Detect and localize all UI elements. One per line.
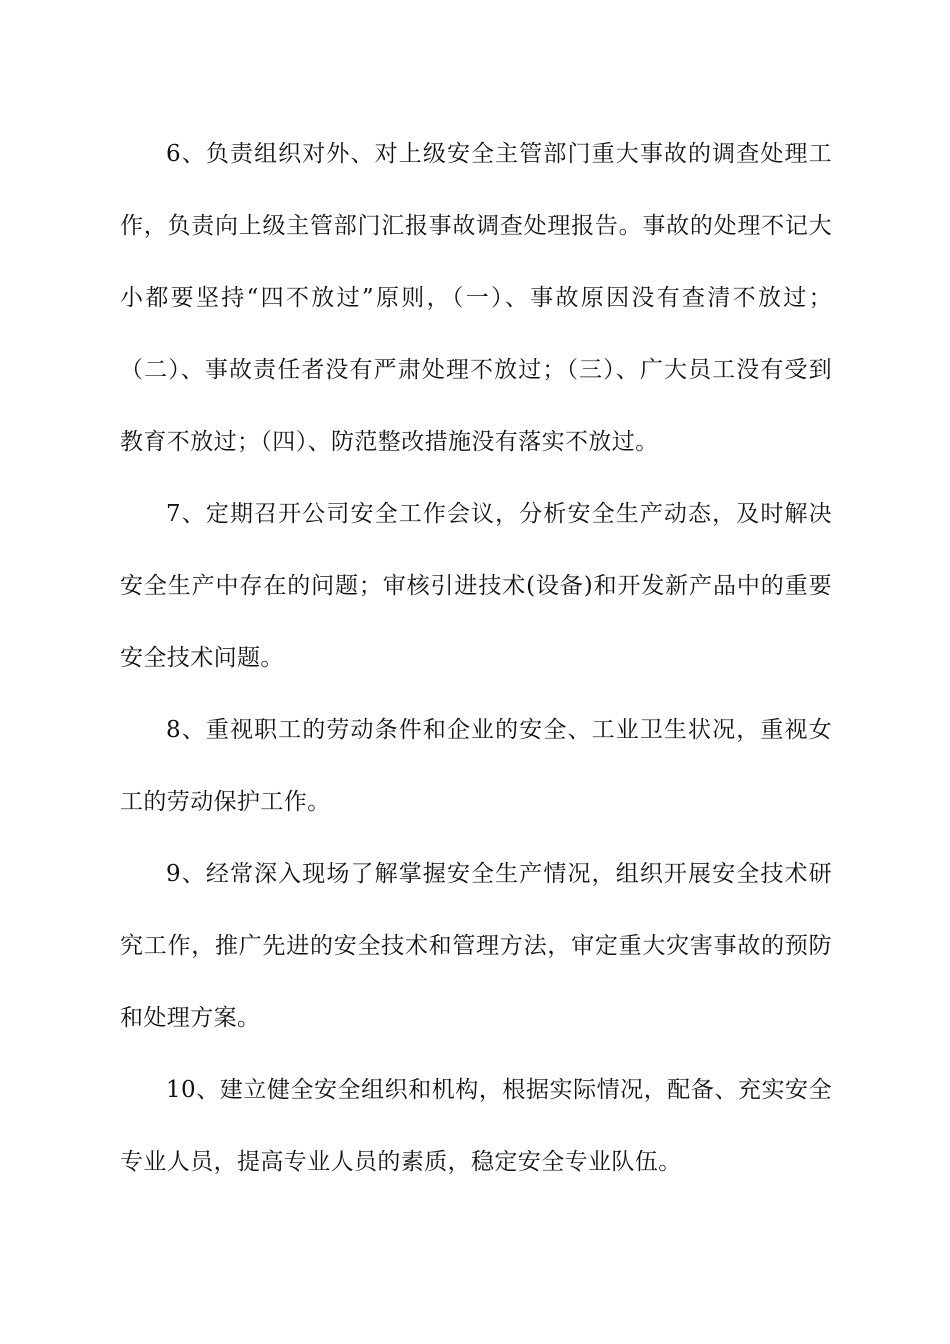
paragraph-item-10: 10、建立健全安全组织和机构，根据实际情况，配备、充实安全专业人员，提高专业人员的素质，稳定安全专业队伍。 bbox=[120, 1077, 832, 1175]
paragraph-item-7: 7、定期召开公司安全工作会议，分析安全生产动态，及时解决安全生产中存在的问题；审核引进技术(设备)和开发新产品中的重要安全技术问题。 bbox=[120, 501, 832, 671]
paragraph-item-8: 8、重视职工的劳动条件和企业的安全、工业卫生状况，重视女工的劳动保护工作。 bbox=[120, 717, 832, 815]
paragraph-item-6: 6、负责组织对外、对上级安全主管部门重大事故的调查处理工作，负责向上级主管部门汇报事故调查处理报告。事故的处理不记大小都要坚持“四不放过”原则，（一）、事故原因没有查清不放过；（二）、事故责任者没有严肃处理不放过；（三）、广大员工没有受到教育不放过；（四）、防范整改措施没有落实不放过。 bbox=[120, 141, 832, 455]
paragraph-item-9: 9、经常深入现场了解掌握安全生产情况，组织开展安全技术研究工作，推广先进的安全技术和管理方法，审定重大灾害事故的预防和处理方案。 bbox=[120, 861, 832, 1031]
